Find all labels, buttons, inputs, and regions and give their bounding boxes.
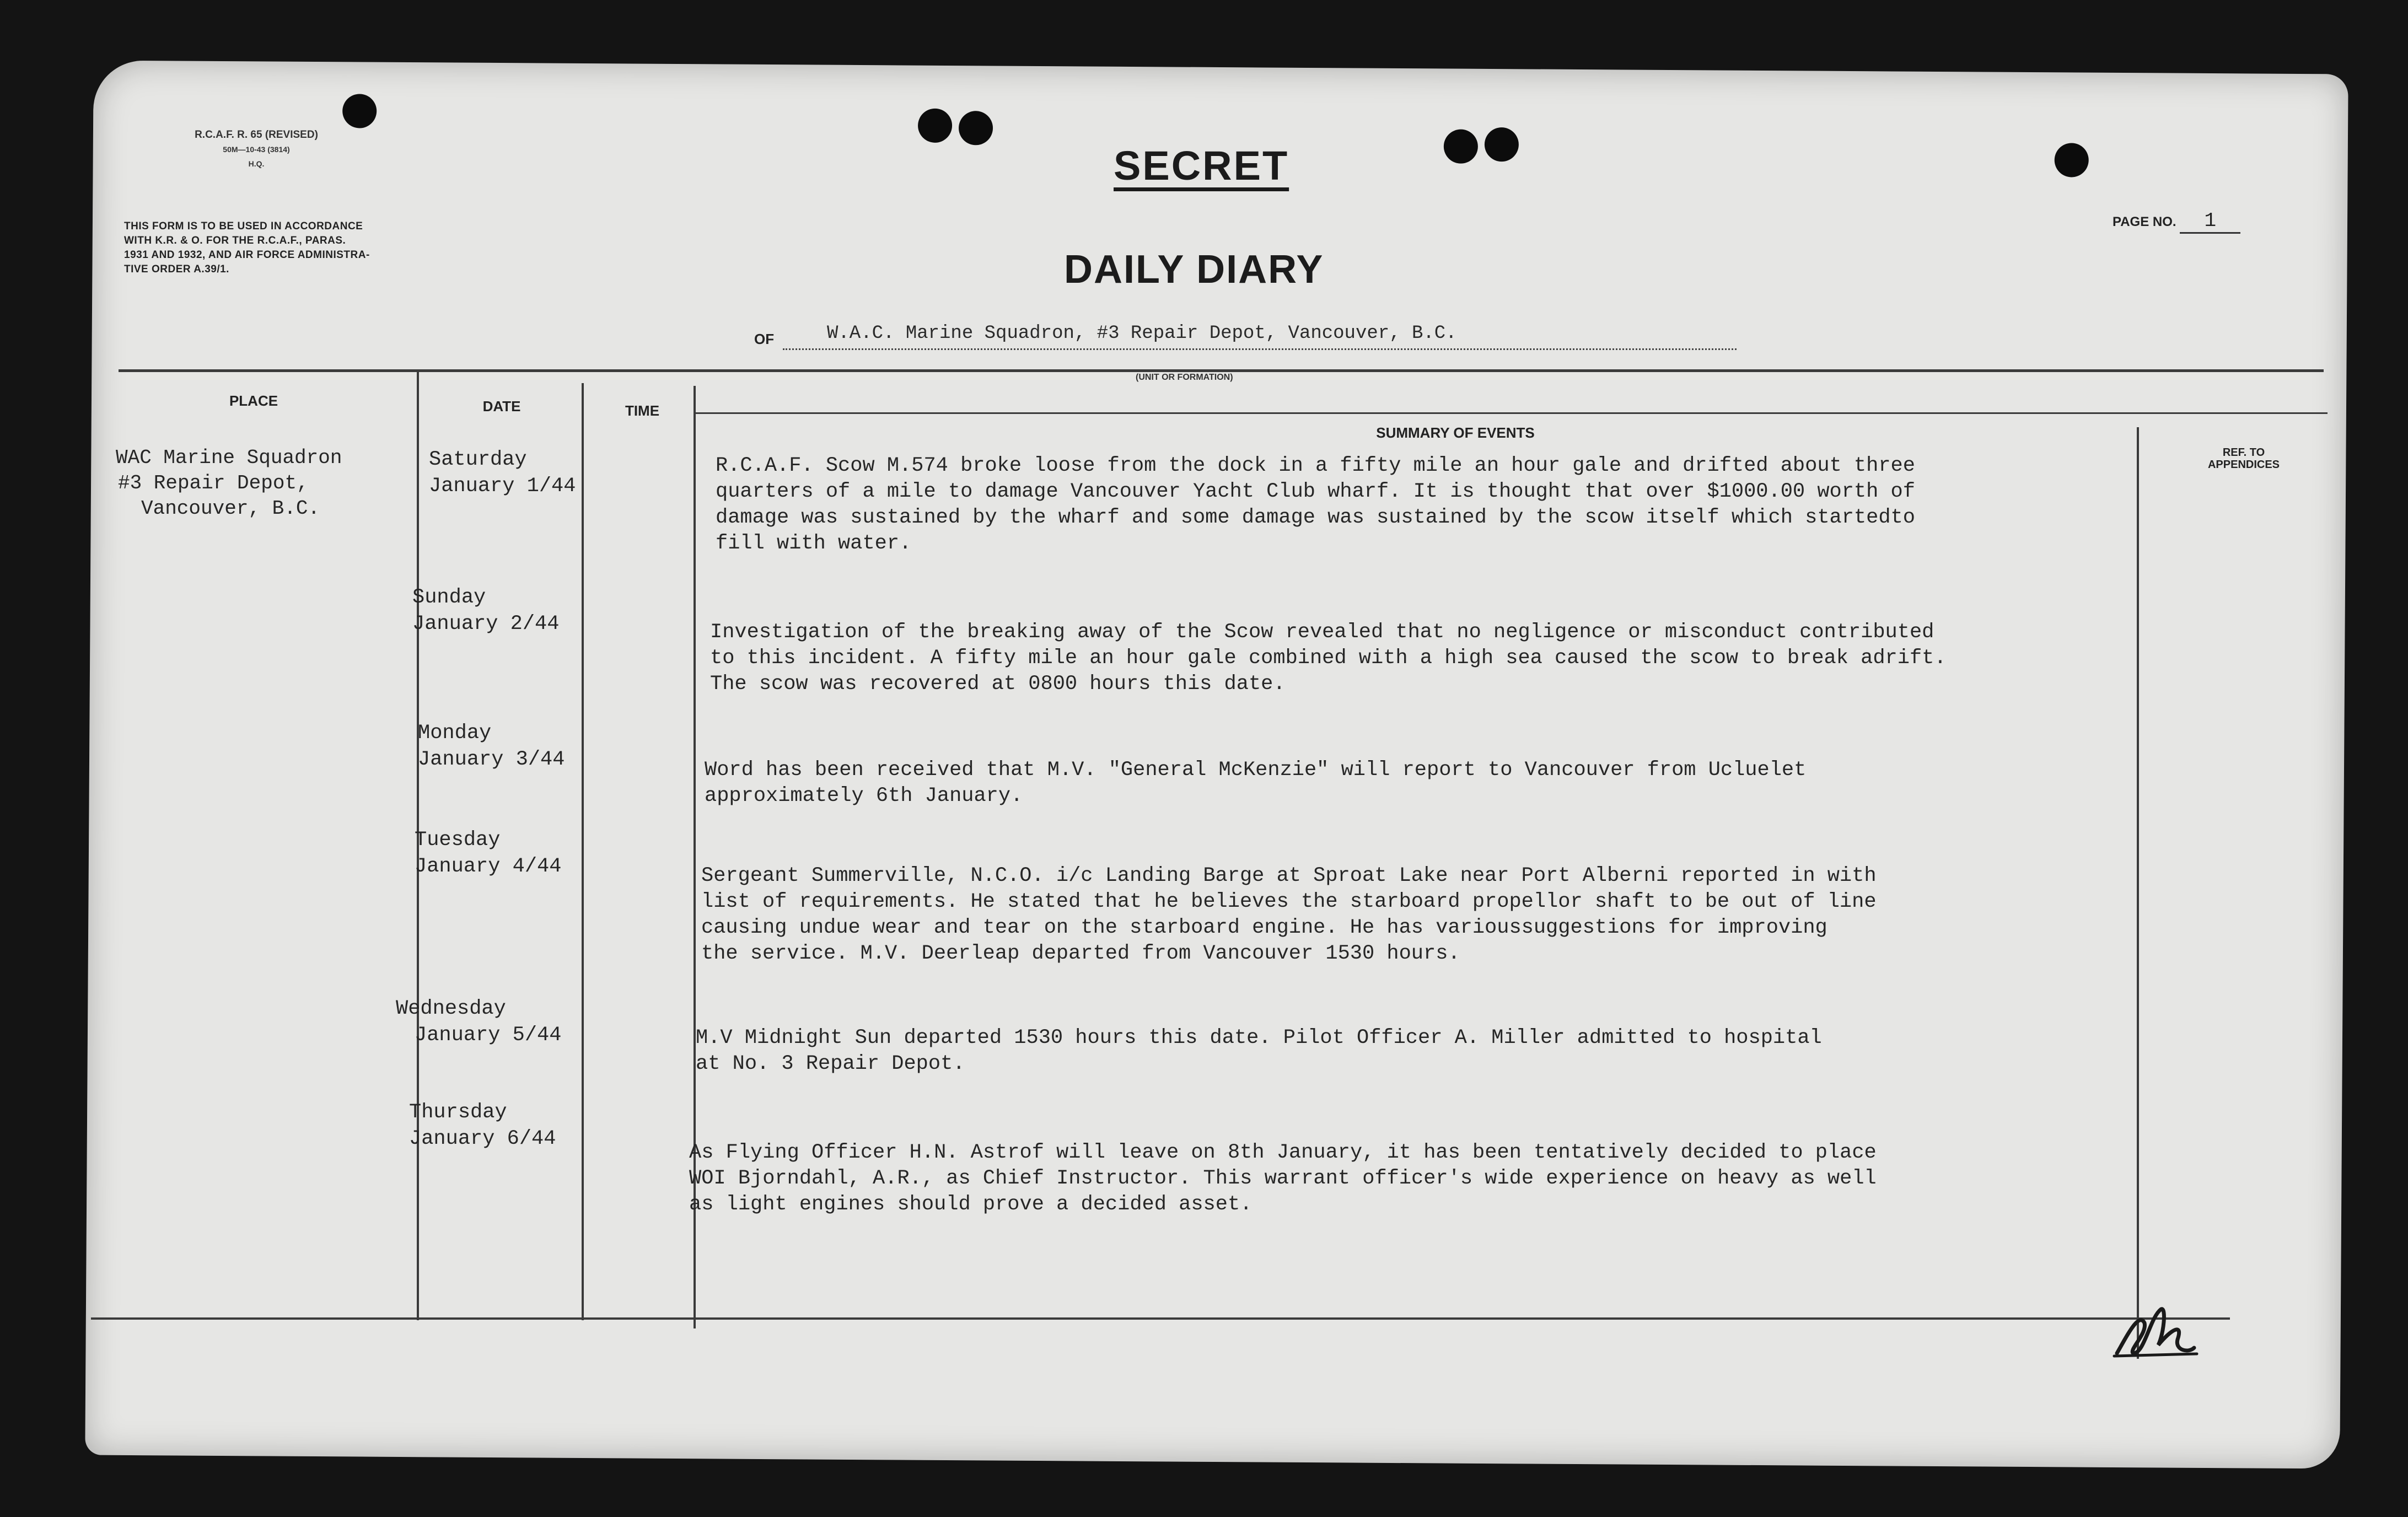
print-line: H.Q. — [248, 159, 265, 168]
entry-line: Word has been received that M.V. "General McKenzie" will report to Vancouver from Ucluelet — [705, 758, 1807, 782]
punch-hole — [1485, 127, 1519, 162]
date-value: January 6/44 — [409, 1127, 556, 1150]
date-cell — [409, 1099, 556, 1152]
entry-line: Investigation of the breaking away of the Scow revealed that no negligence or misconduct contributed — [710, 621, 1934, 644]
form-number: R.C.A.F. R. 65 (REVISED) — [195, 129, 318, 141]
day-name: Monday — [418, 722, 492, 745]
entry-line: causing undue wear and tear on the starboard engine. He has varioussuggestions for improving — [701, 916, 1828, 939]
notice-line: WITH K.R. & O. FOR THE R.C.A.F., PARAS. — [124, 235, 346, 246]
day-name: Saturday — [429, 448, 527, 471]
entry-line: list of requirements. He stated that he believes the starboard propellor shaft to be out of line — [701, 890, 1877, 913]
entry-line: to this incident. A fifty mile an hour gale combined with a high sea caused the scow to break adrift. — [710, 647, 1947, 670]
unit-caption: (UNIT OR FORMATION) — [1136, 373, 1233, 382]
entry-line: As Flying Officer H.N. Astrof will leave on 8th January, it has been tentatively decided to place — [689, 1141, 1877, 1164]
date-cell — [429, 447, 576, 499]
page-number-value: 1 — [2180, 209, 2240, 234]
form-identifier — [132, 128, 380, 171]
ref-header-line: REF. TO — [2222, 447, 2265, 459]
classification-stamp: SECRET — [1114, 143, 1289, 189]
entry-line: at No. 3 Repair Depot. — [696, 1052, 965, 1075]
date-value: January 4/44 — [415, 855, 562, 878]
entry-line: Sergeant Summerville, N.C.O. i/c Landing Barge at Sproat Lake near Port Alberni reported in with — [701, 864, 1877, 887]
entry-line: WOI Bjorndahl, A.R., as Chief Instructor. This warrant officer's wide experience on heavy as well — [689, 1167, 1877, 1190]
day-name: Wednesday — [396, 997, 506, 1020]
date-cell — [418, 720, 565, 773]
day-name: Sunday — [412, 586, 486, 609]
table-bottom-rule — [91, 1317, 2230, 1320]
entry-line: as light engines should prove a decided asset. — [689, 1193, 1253, 1216]
unit-field: W.A.C. Marine Squadron, #3 Repair Depot, Vancouver, B.C. — [783, 323, 1737, 350]
ref-header-line: APPENDICES — [2207, 459, 2280, 471]
entry-line: The scow was recovered at 0800 hours this date. — [710, 673, 1286, 696]
column-header-ref-appendices — [2150, 447, 2337, 471]
document-title: DAILY DIARY — [1064, 248, 1324, 292]
column-header-place: PLACE — [229, 392, 278, 409]
entry-line: approximately 6th January. — [705, 784, 1023, 808]
diary-entry — [710, 620, 2165, 697]
diary-entry — [689, 1140, 2144, 1218]
date-cell — [396, 996, 561, 1048]
summary-header-rule — [696, 412, 2328, 414]
notice-line: 1931 AND 1932, AND AIR FORCE ADMINISTRA- — [124, 249, 370, 261]
diary-entry — [716, 453, 2171, 557]
form-usage-notice — [124, 219, 532, 277]
diary-entry — [705, 757, 2160, 809]
table-top-rule — [119, 369, 2324, 372]
punch-hole — [342, 94, 377, 128]
page-number-field — [2113, 209, 2240, 234]
day-name: Tuesday — [415, 829, 501, 852]
entry-line: the service. M.V. Deerleap departed from Vancouver 1530 hours. — [701, 942, 1460, 965]
punch-hole — [2055, 143, 2089, 177]
date-cell — [415, 827, 561, 880]
entry-line: M.V Midnight Sun departed 1530 hours this date. Pilot Officer A. Miller admitted to hospital — [696, 1026, 1822, 1050]
diary-entry — [701, 863, 2157, 967]
date-cell — [412, 584, 559, 637]
punch-hole — [918, 109, 952, 143]
print-line: 50M—10-43 (3814) — [223, 145, 290, 154]
diary-entry — [696, 1025, 2151, 1077]
date-value: January 1/44 — [429, 475, 576, 498]
column-header-time: TIME — [625, 402, 660, 419]
entry-line: damage was sustained by the wharf and some damage was sustained by the scow itself which startedto — [716, 506, 1915, 529]
place-line: WAC Marine Squadron — [116, 447, 342, 469]
entry-line: R.C.A.F. Scow M.574 broke loose from the dock in a fifty mile an hour gale and drifted about three — [716, 454, 1915, 477]
date-value: January 2/44 — [412, 612, 560, 636]
punch-hole — [1444, 129, 1478, 163]
place-cell — [116, 445, 342, 521]
entry-line: fill with water. — [716, 532, 912, 555]
date-value: January 3/44 — [418, 748, 565, 771]
page-number-label: PAGE NO. — [2113, 214, 2176, 229]
date-value: January 5/44 — [415, 1024, 562, 1047]
notice-line: TIVE ORDER A.39/1. — [124, 263, 229, 275]
notice-line: THIS FORM IS TO BE USED IN ACCORDANCE — [124, 220, 363, 232]
entry-line: quarters of a mile to damage Vancouver Yacht Club wharf. It is thought that over $1000.00 worth of — [716, 480, 1915, 503]
column-header-summary: SUMMARY OF EVENTS — [1376, 424, 1535, 441]
handwritten-initials — [2111, 1301, 2200, 1362]
punch-hole — [959, 111, 993, 145]
date-column-divider — [582, 383, 584, 1320]
of-label: OF — [754, 331, 775, 347]
column-header-date: DATE — [482, 398, 521, 415]
place-line: #3 Repair Depot, — [118, 472, 309, 494]
place-line: Vancouver, B.C. — [141, 497, 320, 520]
day-name: Thursday — [409, 1101, 507, 1124]
